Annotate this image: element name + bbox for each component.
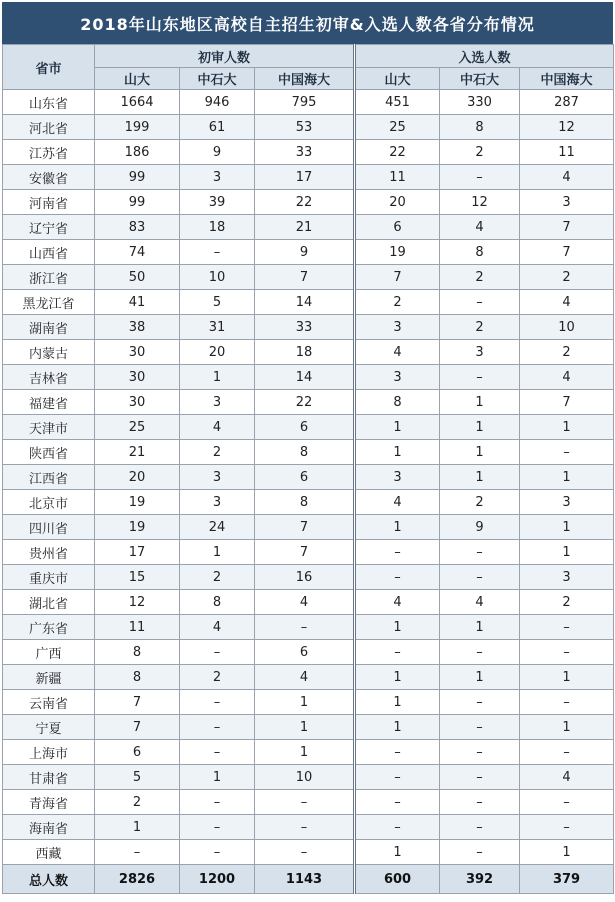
table-title: 2018年山东地区高校自主招生初审&入选人数各省分布情况	[2, 2, 613, 44]
count-cell: 1	[355, 715, 440, 740]
province-cell: 青海省	[3, 790, 95, 815]
count-cell: 41	[95, 290, 180, 315]
count-cell: 6	[95, 740, 180, 765]
count-cell: 7	[255, 265, 355, 290]
table-row	[3, 765, 614, 790]
count-cell: 1	[355, 665, 440, 690]
province-header: 省市	[3, 45, 95, 90]
table-row	[3, 615, 614, 640]
count-cell: 1	[355, 515, 440, 540]
count-cell: 2	[440, 140, 520, 165]
total-cell: 600	[355, 865, 440, 894]
table-row	[3, 165, 614, 190]
count-cell: –	[440, 640, 520, 665]
count-cell: 199	[95, 115, 180, 140]
school-header: 中石大	[180, 68, 255, 90]
province-cell: 北京市	[3, 490, 95, 515]
count-cell: 74	[95, 240, 180, 265]
count-cell: 2	[520, 590, 614, 615]
count-cell: –	[440, 690, 520, 715]
count-cell: 1	[355, 615, 440, 640]
count-cell: 12	[95, 590, 180, 615]
count-cell: 7	[520, 240, 614, 265]
table-row	[3, 115, 614, 140]
table-row	[3, 365, 614, 390]
count-cell: 14	[255, 290, 355, 315]
province-cell: 宁夏	[3, 715, 95, 740]
count-cell: 1	[255, 690, 355, 715]
count-cell: 17	[95, 540, 180, 565]
count-cell: –	[180, 790, 255, 815]
count-cell: 15	[95, 565, 180, 590]
count-cell: 795	[255, 90, 355, 115]
count-cell: 25	[95, 415, 180, 440]
count-cell: 4	[440, 215, 520, 240]
count-cell: 33	[255, 140, 355, 165]
count-cell: 8	[255, 440, 355, 465]
count-cell: –	[255, 790, 355, 815]
count-cell: –	[440, 165, 520, 190]
count-cell: 5	[180, 290, 255, 315]
table-row	[3, 590, 614, 615]
count-cell: 19	[95, 490, 180, 515]
initial-review-header: 初审人数	[95, 45, 355, 68]
total-cell: 379	[520, 865, 614, 894]
count-cell: –	[180, 840, 255, 865]
count-cell: 2	[355, 290, 440, 315]
selected-header: 入选人数	[355, 45, 614, 68]
table-row	[3, 540, 614, 565]
count-cell: –	[520, 440, 614, 465]
province-cell: 浙江省	[3, 265, 95, 290]
table-row	[3, 640, 614, 665]
table-row	[3, 690, 614, 715]
province-cell: 内蒙古	[3, 340, 95, 365]
province-cell: 海南省	[3, 815, 95, 840]
count-cell: 2	[180, 440, 255, 465]
count-cell: 25	[355, 115, 440, 140]
count-cell: –	[520, 790, 614, 815]
count-cell: 21	[255, 215, 355, 240]
count-cell: –	[180, 740, 255, 765]
count-cell: 2	[180, 665, 255, 690]
count-cell: 1	[355, 440, 440, 465]
count-cell: 7	[520, 215, 614, 240]
count-cell: 61	[180, 115, 255, 140]
count-cell: 4	[255, 665, 355, 690]
total-cell: 392	[440, 865, 520, 894]
table-row	[3, 565, 614, 590]
count-cell: 8	[95, 665, 180, 690]
count-cell: –	[255, 840, 355, 865]
count-cell: –	[440, 790, 520, 815]
count-cell: 1	[180, 540, 255, 565]
distribution-table	[2, 44, 614, 894]
province-cell: 湖南省	[3, 315, 95, 340]
count-cell: 3	[180, 165, 255, 190]
count-cell: 12	[520, 115, 614, 140]
count-cell: 2	[520, 265, 614, 290]
count-cell: 9	[180, 140, 255, 165]
count-cell: 3	[520, 490, 614, 515]
count-cell: 186	[95, 140, 180, 165]
count-cell: 2	[440, 315, 520, 340]
count-cell: –	[355, 640, 440, 665]
count-cell: 22	[255, 390, 355, 415]
count-cell: 11	[355, 165, 440, 190]
province-cell: 山东省	[3, 90, 95, 115]
table-row	[3, 490, 614, 515]
count-cell: 6	[255, 465, 355, 490]
count-cell: 5	[95, 765, 180, 790]
count-cell: –	[440, 290, 520, 315]
count-cell: 4	[520, 365, 614, 390]
count-cell: 1	[355, 840, 440, 865]
province-cell: 陕西省	[3, 440, 95, 465]
count-cell: 4	[180, 415, 255, 440]
count-cell: 4	[355, 590, 440, 615]
count-cell: 3	[180, 490, 255, 515]
count-cell: 4	[355, 490, 440, 515]
province-cell: 河南省	[3, 190, 95, 215]
count-cell: 6	[355, 215, 440, 240]
province-cell: 黑龙江省	[3, 290, 95, 315]
total-row	[3, 865, 614, 894]
count-cell: 31	[180, 315, 255, 340]
count-cell: 8	[95, 640, 180, 665]
count-cell: 1	[520, 840, 614, 865]
table-row	[3, 190, 614, 215]
count-cell: 4	[355, 340, 440, 365]
school-header: 山大	[355, 68, 440, 90]
count-cell: –	[355, 790, 440, 815]
count-cell: 4	[440, 590, 520, 615]
table-row	[3, 815, 614, 840]
count-cell: 22	[355, 140, 440, 165]
province-cell: 河北省	[3, 115, 95, 140]
count-cell: 1	[440, 440, 520, 465]
province-cell: 山西省	[3, 240, 95, 265]
count-cell: 1	[255, 740, 355, 765]
count-cell: 14	[255, 365, 355, 390]
count-cell: 2	[440, 490, 520, 515]
count-cell: 2	[520, 340, 614, 365]
table-row	[3, 265, 614, 290]
count-cell: 3	[355, 465, 440, 490]
count-cell: 1	[355, 690, 440, 715]
province-cell: 江苏省	[3, 140, 95, 165]
count-cell: –	[95, 840, 180, 865]
count-cell: 99	[95, 165, 180, 190]
count-cell: 30	[95, 365, 180, 390]
count-cell: 83	[95, 215, 180, 240]
count-cell: 1	[180, 765, 255, 790]
count-cell: 946	[180, 90, 255, 115]
count-cell: 38	[95, 315, 180, 340]
count-cell: 1	[440, 465, 520, 490]
count-cell: 1	[440, 615, 520, 640]
province-cell: 广东省	[3, 615, 95, 640]
count-cell: 24	[180, 515, 255, 540]
count-cell: 10	[255, 765, 355, 790]
table-row	[3, 140, 614, 165]
count-cell: –	[255, 815, 355, 840]
count-cell: 1	[440, 665, 520, 690]
count-cell: –	[440, 565, 520, 590]
province-cell: 辽宁省	[3, 215, 95, 240]
table-row	[3, 465, 614, 490]
count-cell: –	[520, 690, 614, 715]
count-cell: 8	[180, 590, 255, 615]
count-cell: 53	[255, 115, 355, 140]
count-cell: –	[180, 640, 255, 665]
count-cell: 7	[95, 690, 180, 715]
count-cell: 20	[180, 340, 255, 365]
count-cell: 451	[355, 90, 440, 115]
count-cell: –	[180, 715, 255, 740]
province-cell: 云南省	[3, 690, 95, 715]
count-cell: 4	[520, 765, 614, 790]
count-cell: 1664	[95, 90, 180, 115]
province-cell: 湖北省	[3, 590, 95, 615]
table-row	[3, 315, 614, 340]
count-cell: –	[440, 815, 520, 840]
province-cell: 安徽省	[3, 165, 95, 190]
count-cell: 12	[440, 190, 520, 215]
count-cell: 3	[520, 190, 614, 215]
count-cell: 3	[355, 365, 440, 390]
count-cell: 8	[440, 115, 520, 140]
table-row	[3, 415, 614, 440]
count-cell: –	[440, 840, 520, 865]
count-cell: 4	[180, 615, 255, 640]
count-cell: 50	[95, 265, 180, 290]
table-row	[3, 790, 614, 815]
count-cell: 18	[180, 215, 255, 240]
count-cell: 10	[180, 265, 255, 290]
count-cell: 9	[440, 515, 520, 540]
count-cell: 22	[255, 190, 355, 215]
count-cell: 8	[255, 490, 355, 515]
count-cell: –	[355, 540, 440, 565]
province-cell: 福建省	[3, 390, 95, 415]
count-cell: 4	[520, 290, 614, 315]
count-cell: 21	[95, 440, 180, 465]
count-cell: 11	[95, 615, 180, 640]
count-cell: 1	[520, 540, 614, 565]
count-cell: 1	[520, 515, 614, 540]
count-cell: –	[355, 740, 440, 765]
province-cell: 四川省	[3, 515, 95, 540]
school-header: 中国海大	[520, 68, 614, 90]
province-cell: 吉林省	[3, 365, 95, 390]
table-row	[3, 90, 614, 115]
province-cell: 贵州省	[3, 540, 95, 565]
table-row	[3, 215, 614, 240]
count-cell: –	[520, 815, 614, 840]
province-cell: 天津市	[3, 415, 95, 440]
count-cell: 20	[95, 465, 180, 490]
table-row	[3, 340, 614, 365]
count-cell: 3	[180, 390, 255, 415]
count-cell: 1	[355, 415, 440, 440]
count-cell: 3	[180, 465, 255, 490]
count-cell: 33	[255, 315, 355, 340]
count-cell: 7	[255, 515, 355, 540]
count-cell: 3	[440, 340, 520, 365]
count-cell: 2	[440, 265, 520, 290]
count-cell: 3	[520, 565, 614, 590]
province-cell: 重庆市	[3, 565, 95, 590]
province-cell: 上海市	[3, 740, 95, 765]
count-cell: –	[440, 540, 520, 565]
count-cell: –	[355, 565, 440, 590]
count-cell: –	[440, 740, 520, 765]
count-cell: –	[440, 715, 520, 740]
count-cell: 1	[440, 390, 520, 415]
count-cell: 330	[440, 90, 520, 115]
count-cell: 1	[520, 715, 614, 740]
count-cell: –	[180, 240, 255, 265]
table-row	[3, 740, 614, 765]
count-cell: 19	[95, 515, 180, 540]
province-cell: 甘肃省	[3, 765, 95, 790]
table-row	[3, 290, 614, 315]
count-cell: 18	[255, 340, 355, 365]
count-cell: 8	[440, 240, 520, 265]
count-cell: –	[255, 615, 355, 640]
count-cell: 1	[440, 415, 520, 440]
count-cell: 11	[520, 140, 614, 165]
table-row	[3, 515, 614, 540]
count-cell: –	[440, 365, 520, 390]
table-row	[3, 665, 614, 690]
count-cell: 4	[520, 165, 614, 190]
count-cell: –	[180, 690, 255, 715]
school-header: 山大	[95, 68, 180, 90]
count-cell: 99	[95, 190, 180, 215]
count-cell: 7	[520, 390, 614, 415]
total-cell: 2826	[95, 865, 180, 894]
count-cell: 30	[95, 390, 180, 415]
count-cell: 30	[95, 340, 180, 365]
count-cell: 7	[95, 715, 180, 740]
count-cell: 6	[255, 415, 355, 440]
count-cell: –	[520, 615, 614, 640]
province-cell: 广西	[3, 640, 95, 665]
count-cell: 1	[180, 365, 255, 390]
count-cell: 19	[355, 240, 440, 265]
count-cell: –	[520, 640, 614, 665]
count-cell: 1	[255, 715, 355, 740]
count-cell: 17	[255, 165, 355, 190]
province-cell: 西藏	[3, 840, 95, 865]
count-cell: –	[520, 740, 614, 765]
table-row	[3, 240, 614, 265]
count-cell: 9	[255, 240, 355, 265]
count-cell: 6	[255, 640, 355, 665]
count-cell: 2	[95, 790, 180, 815]
province-cell: 江西省	[3, 465, 95, 490]
count-cell: 7	[355, 265, 440, 290]
total-cell: 1143	[255, 865, 355, 894]
school-header: 中石大	[440, 68, 520, 90]
table-row	[3, 840, 614, 865]
count-cell: 7	[255, 540, 355, 565]
count-cell: 4	[255, 590, 355, 615]
count-cell: 3	[355, 315, 440, 340]
count-cell: 1	[520, 665, 614, 690]
count-cell: 39	[180, 190, 255, 215]
table-row	[3, 390, 614, 415]
count-cell: 287	[520, 90, 614, 115]
province-cell: 新疆	[3, 665, 95, 690]
total-cell: 1200	[180, 865, 255, 894]
count-cell: 1	[520, 415, 614, 440]
table-row	[3, 715, 614, 740]
count-cell: 1	[95, 815, 180, 840]
count-cell: –	[180, 815, 255, 840]
count-cell: 2	[180, 565, 255, 590]
count-cell: –	[355, 815, 440, 840]
count-cell: 10	[520, 315, 614, 340]
count-cell: 16	[255, 565, 355, 590]
count-cell: 20	[355, 190, 440, 215]
school-header: 中国海大	[255, 68, 355, 90]
total-label: 总人数	[3, 865, 95, 894]
count-cell: –	[355, 765, 440, 790]
count-cell: 1	[520, 465, 614, 490]
count-cell: –	[440, 765, 520, 790]
count-cell: 8	[355, 390, 440, 415]
table-row	[3, 440, 614, 465]
